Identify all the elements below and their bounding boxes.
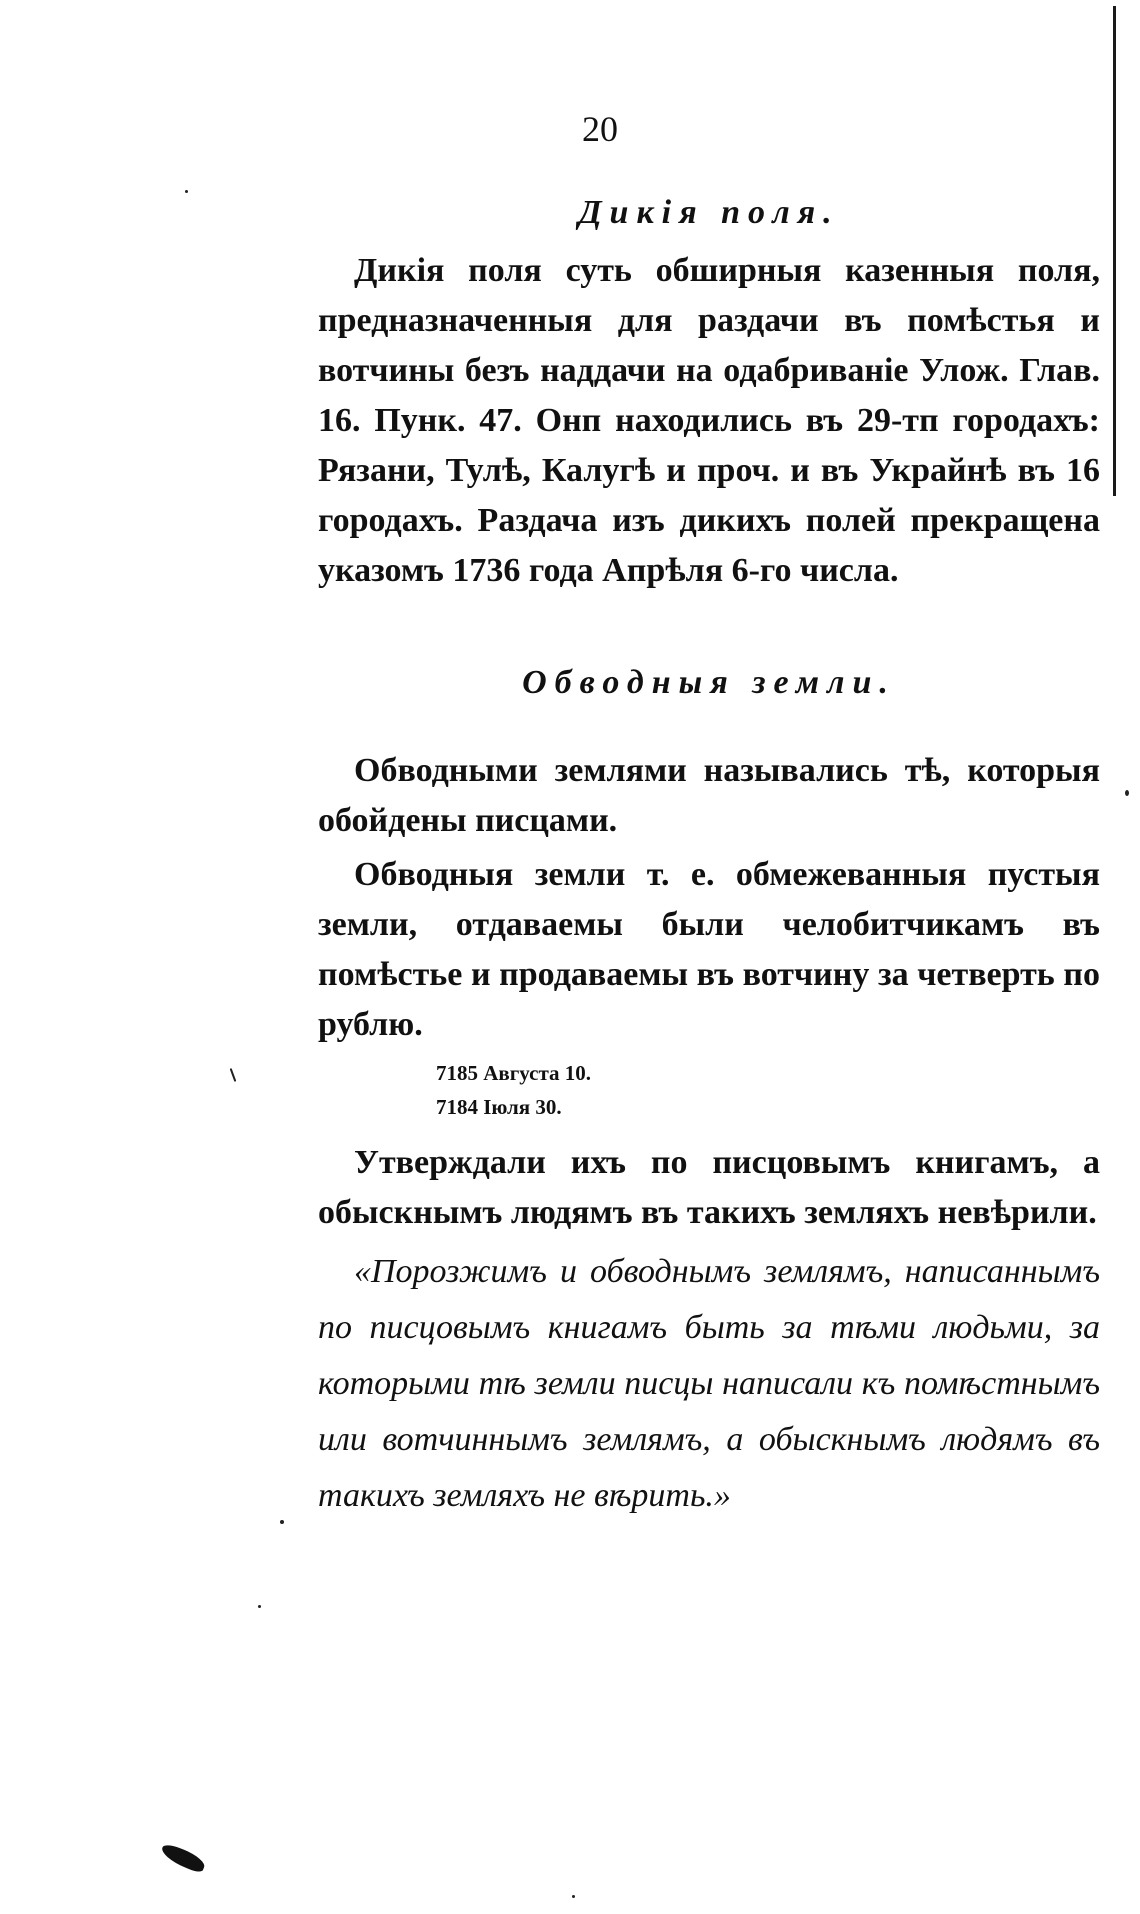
- scan-blot: [159, 1842, 208, 1874]
- section-bypass-lands: [318, 664, 1100, 1524]
- quoted-decree: «Порозжимъ и обводнымъ землямъ, написаннымъ по писцовымъ книгамъ быть за тѣми людьми, за которыми тѣ земли писцы написали къ помѣстнымъ или вотчиннымъ землямъ, а обыскнымъ людямъ въ такихъ земляхъ не вѣрить.»: [318, 1253, 1100, 1514]
- citation-item: 7184 Іюля 30.: [436, 1095, 562, 1119]
- citation-item: 7185 Августа 10.: [436, 1061, 592, 1085]
- paragraph-wild-fields: Дикія поля суть обширныя казенныя поля, предназначенныя для раздачи въ помѣстья и вотчины безъ наддачи на одабриваніе Улож. Глав. 16. Пунк. 47. Онп находились въ 29-тп городахъ: Рязани, Тулѣ, Калугѣ и проч. и въ Украйнѣ въ 16 городахъ. Раздача изъ дикихъ полей прекращена указомъ 1736 года Апрѣля 6-го числа.: [318, 252, 1100, 589]
- heading-bypass-lands: Обводныя земли.: [522, 664, 896, 701]
- scan-speck: [185, 190, 188, 193]
- paragraph-bypass-definition: Обводными землями назывались тѣ, которыя обойдены писцами.: [318, 752, 1100, 839]
- paragraph-confirmation: Утверждали ихъ по писцовымъ книгамъ, а обыскнымъ людямъ въ такихъ земляхъ невѣрили.: [318, 1144, 1100, 1231]
- citation-list: [318, 1056, 1100, 1124]
- section-wild-fields: [318, 194, 1100, 596]
- scan-speck: [280, 1520, 284, 1524]
- scan-speck: [1125, 790, 1129, 796]
- scan-speck: [572, 1895, 575, 1898]
- page-edge-rule: [1113, 6, 1116, 496]
- heading-wild-fields: Дикія поля.: [578, 194, 840, 231]
- scan-speck: [230, 1068, 237, 1082]
- paragraph-bypass-distribution: Обводныя земли т. е. обмежеванныя пустыя земли, отдаваемы были челобитчикамъ въ помѣстье и продаваемы въ вотчину за четверть по рублю.: [318, 856, 1100, 1043]
- scan-speck: [258, 1605, 261, 1608]
- page-number: 20: [582, 109, 618, 149]
